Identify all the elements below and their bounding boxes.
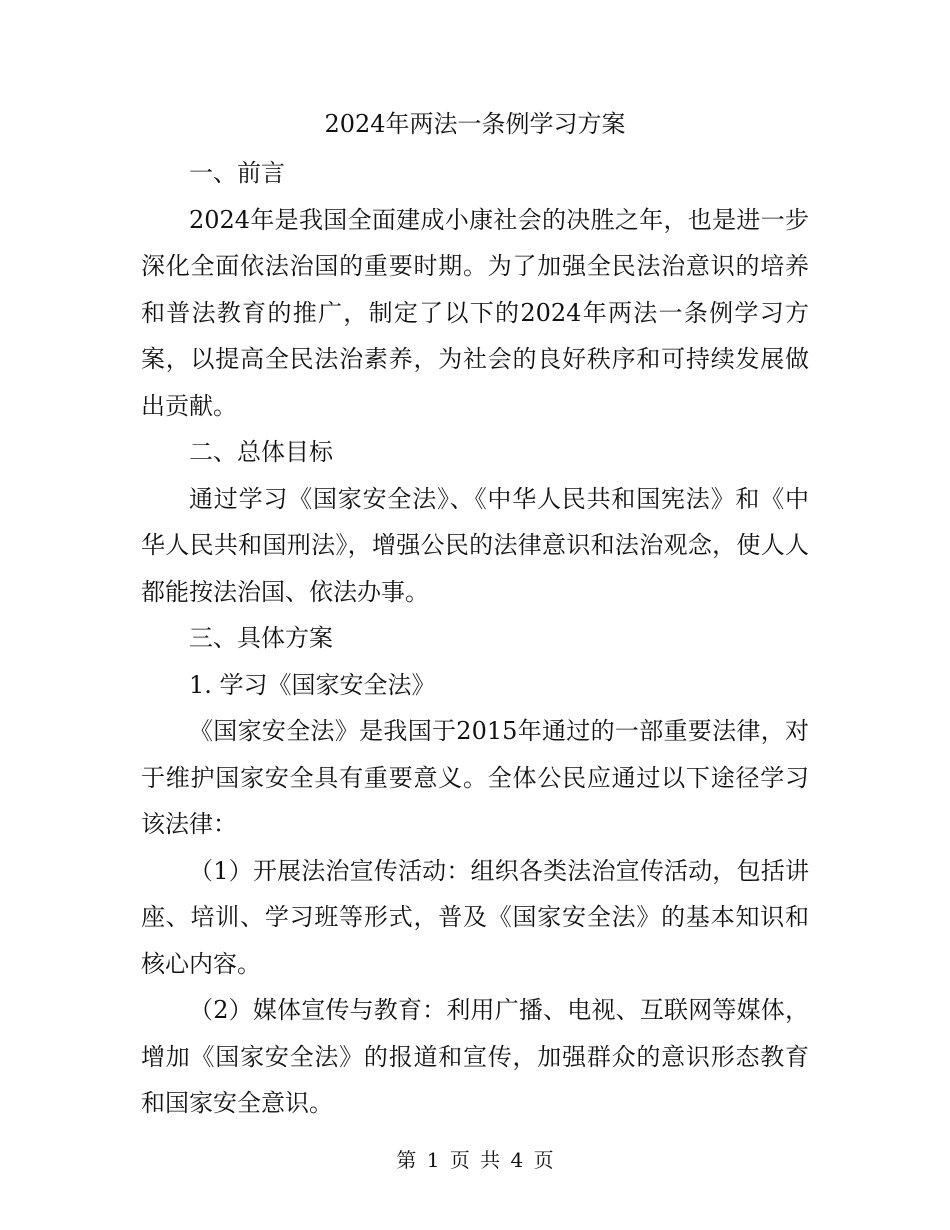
list-item-propaganda-activities: （1）开展法治宣传活动：组织各类法治宣传活动，包括讲座、培训、学习班等形式，普及《国家安全法》的基本知识和核心内容。 [141, 856, 809, 978]
document-title: 2024年两法一条例学习方案 [324, 110, 626, 138]
section-heading-preface: 一、前言 [189, 159, 285, 187]
paragraph-preface: 2024年是我国全面建成小康社会的决胜之年，也是进一步深化全面依法治国的重要时期。为了加强全民法治意识的培养和普法教育的推广，制定了以下的2024年两法一条例学习方案，以提高全民法治素养，为社会的良好秩序和可持续发展做出贡献。 [141, 205, 809, 420]
section-heading-plan: 三、具体方案 [189, 624, 333, 652]
document-body [141, 150, 809, 1127]
page-footer: 第 1 页 共 4 页 [396, 1148, 554, 1172]
paragraph-national-security-law: 《国家安全法》是我国于2015年通过的一部重要法律，对于维护国家安全具有重要意义。全体公民应通过以下途径学习该法律： [141, 717, 809, 838]
paragraph-goals: 通过学习《国家安全法》、《中华人民共和国宪法》和《中华人民共和国刑法》，增强公民的法律意识和法治观念，使人人都能按法治国、依法办事。 [141, 484, 809, 606]
subheading-national-security-law: 1. 学习《国家安全法》 [189, 670, 436, 699]
section-heading-goals: 二、总体目标 [189, 438, 333, 466]
list-item-media-education: （2）媒体宣传与教育：利用广播、电视、互联网等媒体，增加《国家安全法》的报道和宣传，加强群众的意识形态教育和国家安全意识。 [141, 996, 809, 1117]
